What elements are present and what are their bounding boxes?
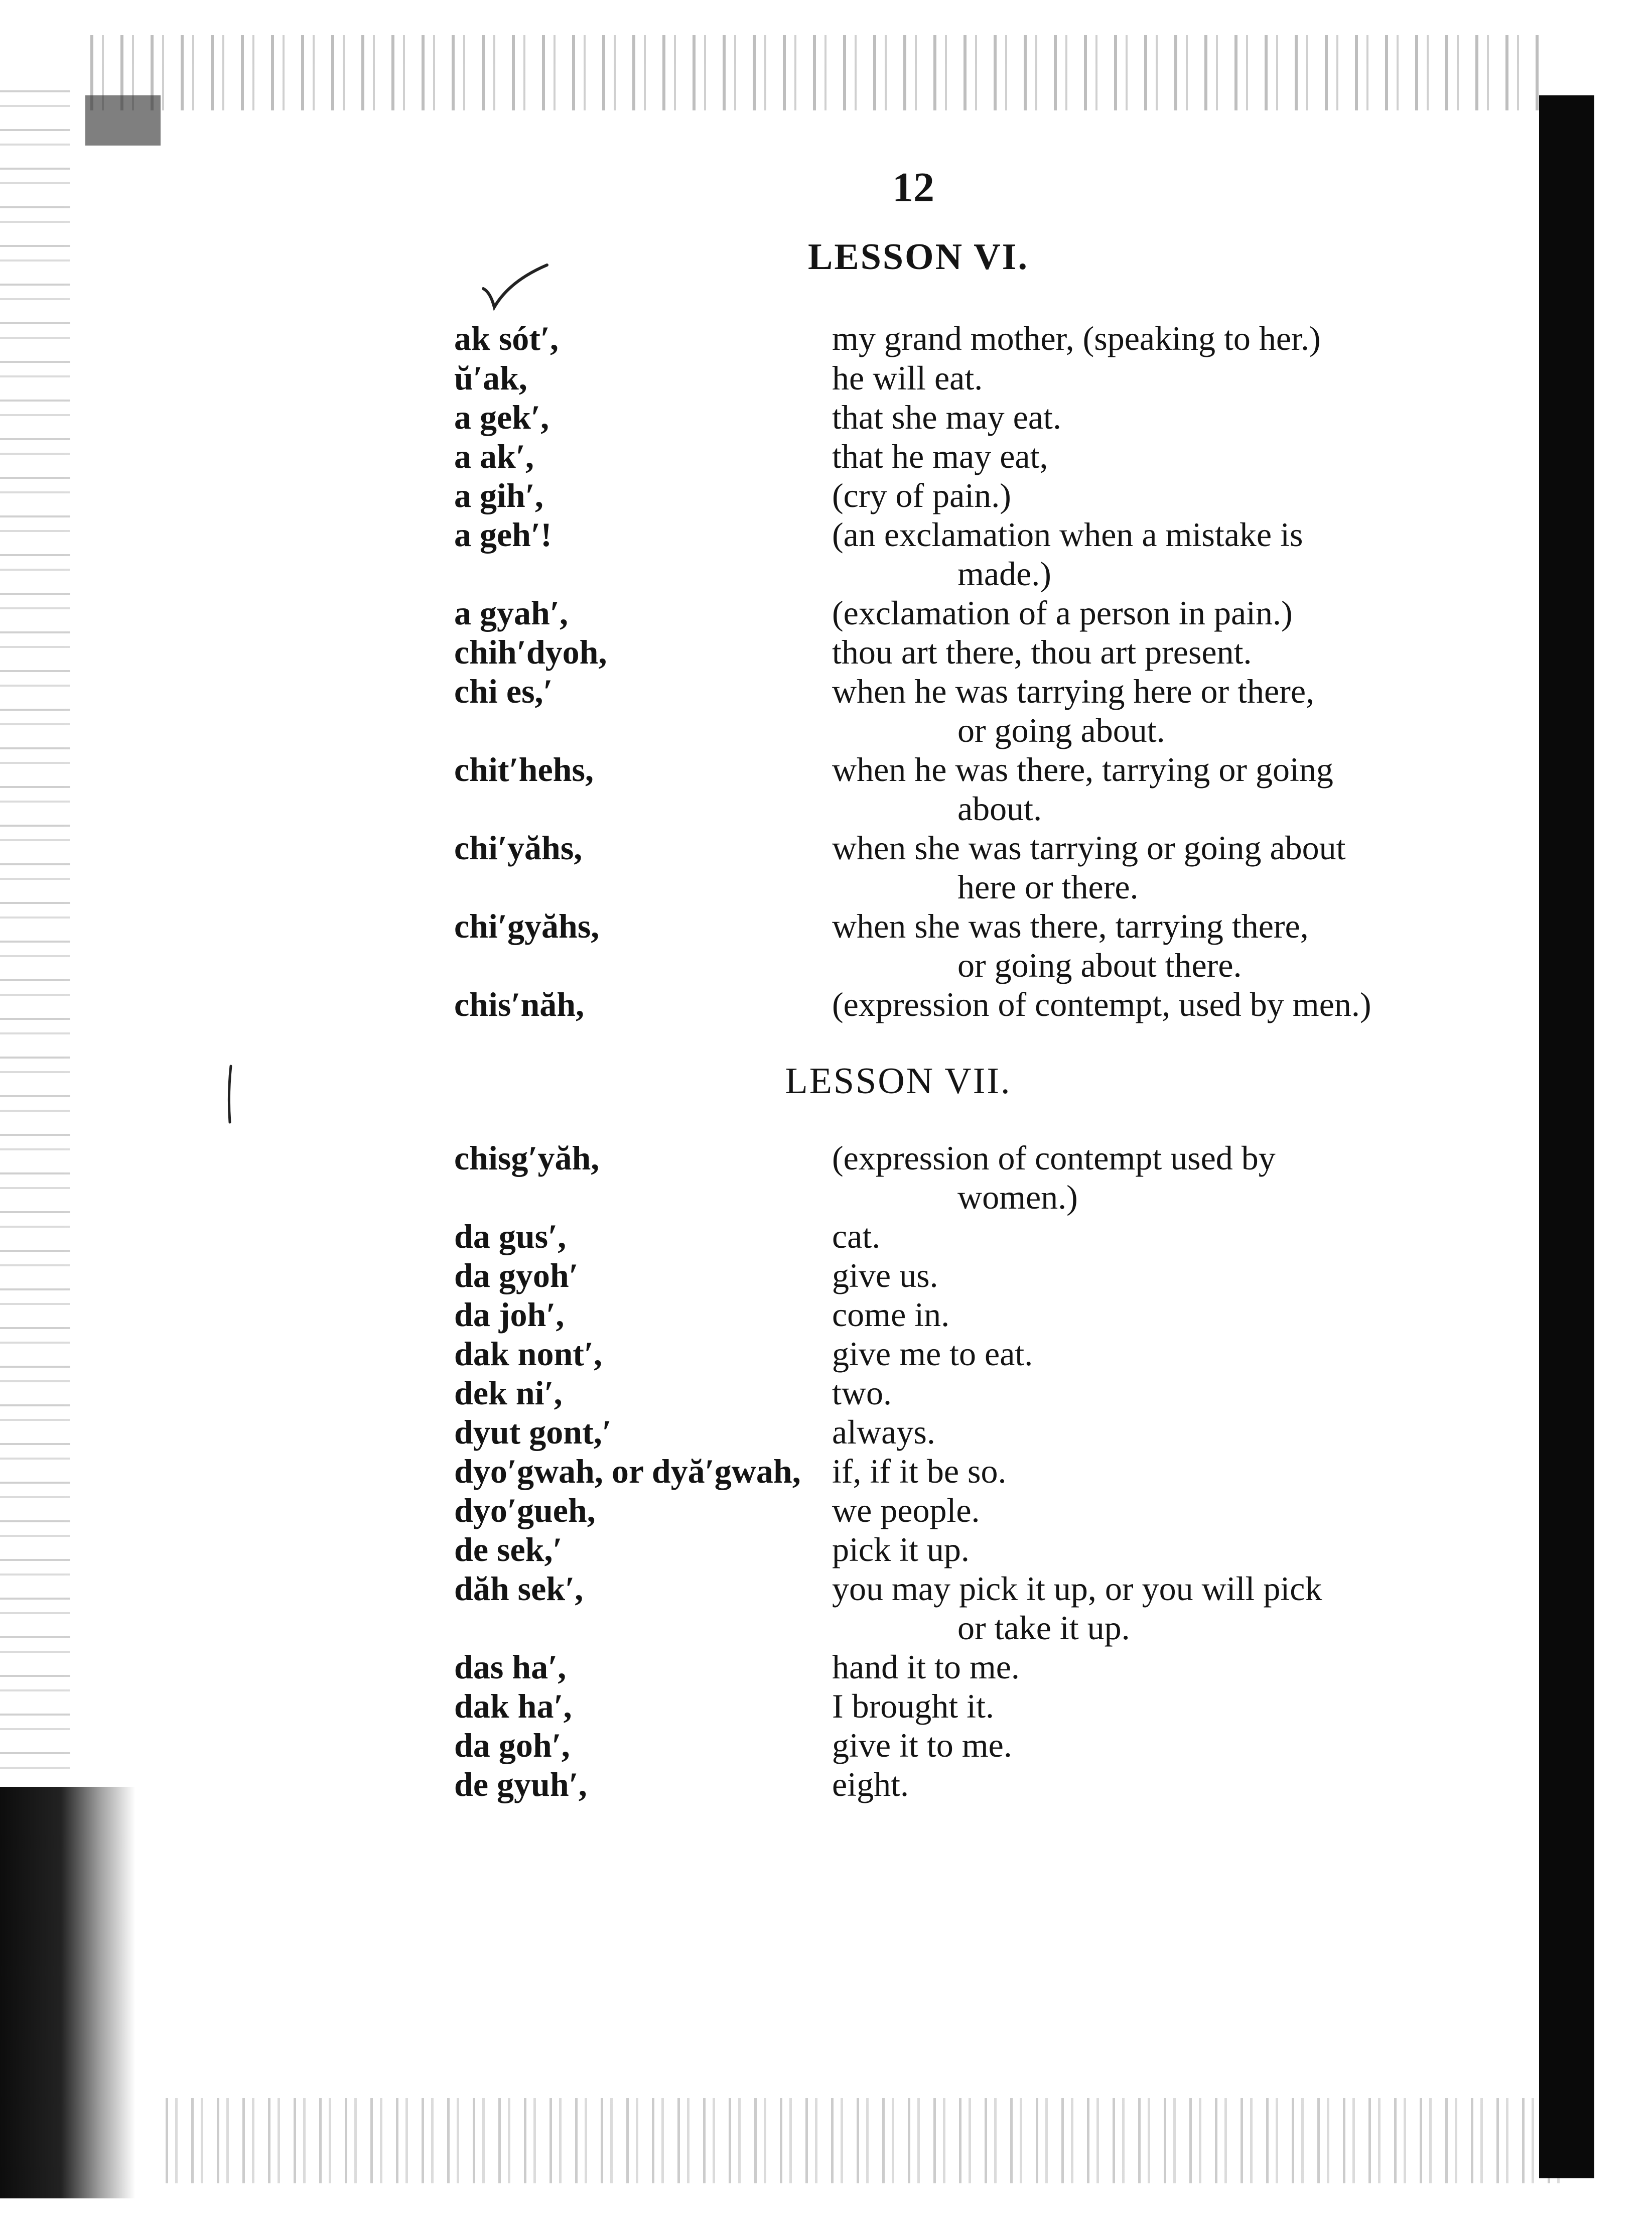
entry-gloss-continuation: made.) xyxy=(957,555,1051,593)
entry-gloss xyxy=(832,906,1454,985)
lesson-heading: LESSON VI. xyxy=(808,236,1029,278)
scan-noise-bottom xyxy=(166,2098,1571,2183)
entry-term: chis′năh, xyxy=(454,985,585,1023)
entry-term: a gek′, xyxy=(454,398,549,436)
entry-term: a geh′! xyxy=(454,515,552,554)
entry-term: da goh′, xyxy=(454,1726,570,1764)
entry-gloss-line: (expression of contempt used by xyxy=(832,1139,1276,1177)
entry-gloss-line: we people. xyxy=(832,1491,980,1529)
scan-shadow-bottom-left xyxy=(0,1787,135,2198)
entry-gloss-line: when she was there, tarrying there, xyxy=(832,907,1309,945)
entry-gloss-line: (cry of pain.) xyxy=(832,476,1011,514)
entry-term: chisg′yăh, xyxy=(454,1139,600,1177)
page-edge-shadow xyxy=(1539,95,1594,2178)
entry-gloss-continuation: about. xyxy=(957,790,1042,828)
entry-term: da gyoh′ xyxy=(454,1256,579,1294)
entry-gloss-line: hand it to me. xyxy=(832,1648,1020,1686)
entry-gloss-line: he will eat. xyxy=(832,359,983,397)
entry-gloss xyxy=(832,358,1454,398)
entry-gloss-line: when she was tarrying or going about xyxy=(832,829,1346,867)
entry-gloss-line: come in. xyxy=(832,1295,950,1334)
entry-gloss xyxy=(832,1373,1454,1412)
entry-gloss xyxy=(832,1452,1454,1491)
entry-gloss-line: (exclamation of a person in pain.) xyxy=(832,594,1293,632)
entry-gloss-continuation: here or there. xyxy=(957,868,1139,906)
entry-gloss-line: that she may eat. xyxy=(832,398,1061,436)
entry-term: chi′gyăhs, xyxy=(454,907,600,945)
entry-gloss xyxy=(832,1295,1454,1334)
entry-term: chi′yăhs, xyxy=(454,829,583,867)
entry-gloss-line: give it to me. xyxy=(832,1726,1012,1764)
entry-gloss-line: that he may eat, xyxy=(832,437,1048,475)
entry-term: dak nont′, xyxy=(454,1335,603,1373)
entry-gloss-line: (expression of contempt, used by men.) xyxy=(832,985,1371,1023)
entry-gloss xyxy=(832,1726,1454,1765)
entry-term: a gih′, xyxy=(454,476,543,514)
pencil-check-mark xyxy=(479,261,549,316)
entry-gloss xyxy=(832,632,1454,672)
entry-gloss-line: give me to eat. xyxy=(832,1335,1033,1373)
entry-term: dek ni′, xyxy=(454,1374,563,1412)
entry-term: de sek,′ xyxy=(454,1530,563,1568)
entry-gloss xyxy=(832,1647,1454,1686)
margin-pencil-stroke xyxy=(225,1064,235,1124)
entry-gloss xyxy=(832,398,1454,437)
entry-term: a ak′, xyxy=(454,437,534,475)
entry-term: dyo′gueh, xyxy=(454,1491,596,1529)
entry-gloss xyxy=(832,1256,1454,1295)
entry-term: ŭ′ak, xyxy=(454,359,527,397)
entry-gloss xyxy=(832,1686,1454,1726)
entry-term: dak ha′, xyxy=(454,1687,572,1725)
entry-gloss xyxy=(832,1412,1454,1452)
entry-gloss-line: always. xyxy=(832,1413,935,1451)
entry-gloss xyxy=(832,750,1454,828)
entry-gloss-line: eight. xyxy=(832,1765,909,1803)
entry-term: da gus′, xyxy=(454,1217,567,1255)
entry-gloss-line: two. xyxy=(832,1374,892,1412)
entry-term: chit′hehs, xyxy=(454,750,594,789)
entry-gloss-line: give us. xyxy=(832,1256,938,1294)
entry-gloss xyxy=(832,476,1454,515)
entry-gloss xyxy=(832,515,1454,593)
entry-gloss xyxy=(832,1217,1454,1256)
entry-gloss xyxy=(832,1491,1454,1530)
scan-notch xyxy=(85,95,161,146)
entry-term: das ha′, xyxy=(454,1648,567,1686)
entry-gloss xyxy=(832,1765,1454,1804)
entry-gloss xyxy=(832,1334,1454,1373)
entry-gloss-line: my grand mother, (speaking to her.) xyxy=(832,319,1321,357)
scan-noise-top xyxy=(90,35,1546,110)
entry-term: a gyah′, xyxy=(454,594,568,632)
entry-gloss xyxy=(832,1530,1454,1569)
entry-gloss xyxy=(832,319,1454,358)
entry-gloss xyxy=(832,437,1454,476)
entry-gloss xyxy=(832,985,1454,1024)
entry-gloss xyxy=(832,593,1454,632)
entry-gloss xyxy=(832,1138,1454,1217)
entry-gloss-line: (an exclamation when a mistake is xyxy=(832,515,1303,554)
entry-term: de gyuh′, xyxy=(454,1765,587,1803)
entry-gloss-continuation: or take it up. xyxy=(957,1609,1130,1647)
entry-gloss-line: if, if it be so. xyxy=(832,1452,1007,1490)
entry-term: ak sót′, xyxy=(454,319,559,357)
entry-gloss-continuation: or going about. xyxy=(957,711,1165,749)
entry-gloss-line: when he was tarrying here or there, xyxy=(832,672,1315,710)
entry-term: dăh sek′, xyxy=(454,1569,584,1608)
entry-gloss-continuation: women.) xyxy=(957,1178,1078,1216)
entry-term: chih′dyoh, xyxy=(454,633,607,671)
entry-gloss-line: when he was there, tarrying or going xyxy=(832,750,1333,789)
entry-gloss-line: I brought it. xyxy=(832,1687,994,1725)
scan-noise-left xyxy=(0,90,70,1772)
entry-gloss-line: pick it up. xyxy=(832,1530,970,1568)
entry-gloss xyxy=(832,828,1454,906)
entry-gloss-line: thou art there, thou art present. xyxy=(832,633,1252,671)
entry-term: chi es,′ xyxy=(454,672,553,710)
page-number: 12 xyxy=(892,164,934,211)
entry-gloss xyxy=(832,672,1454,750)
entry-gloss-line: cat. xyxy=(832,1217,881,1255)
entry-gloss-continuation: or going about there. xyxy=(957,946,1242,984)
entry-gloss-line: you may pick it up, or you will pick xyxy=(832,1569,1322,1608)
entry-term: dyut gont,′ xyxy=(454,1413,612,1451)
entry-gloss xyxy=(832,1569,1454,1647)
lesson-heading: LESSON VII. xyxy=(785,1061,1012,1102)
entry-term: da joh′, xyxy=(454,1295,565,1334)
entry-term: dyo′gwah, or dyă′gwah, xyxy=(454,1452,801,1490)
